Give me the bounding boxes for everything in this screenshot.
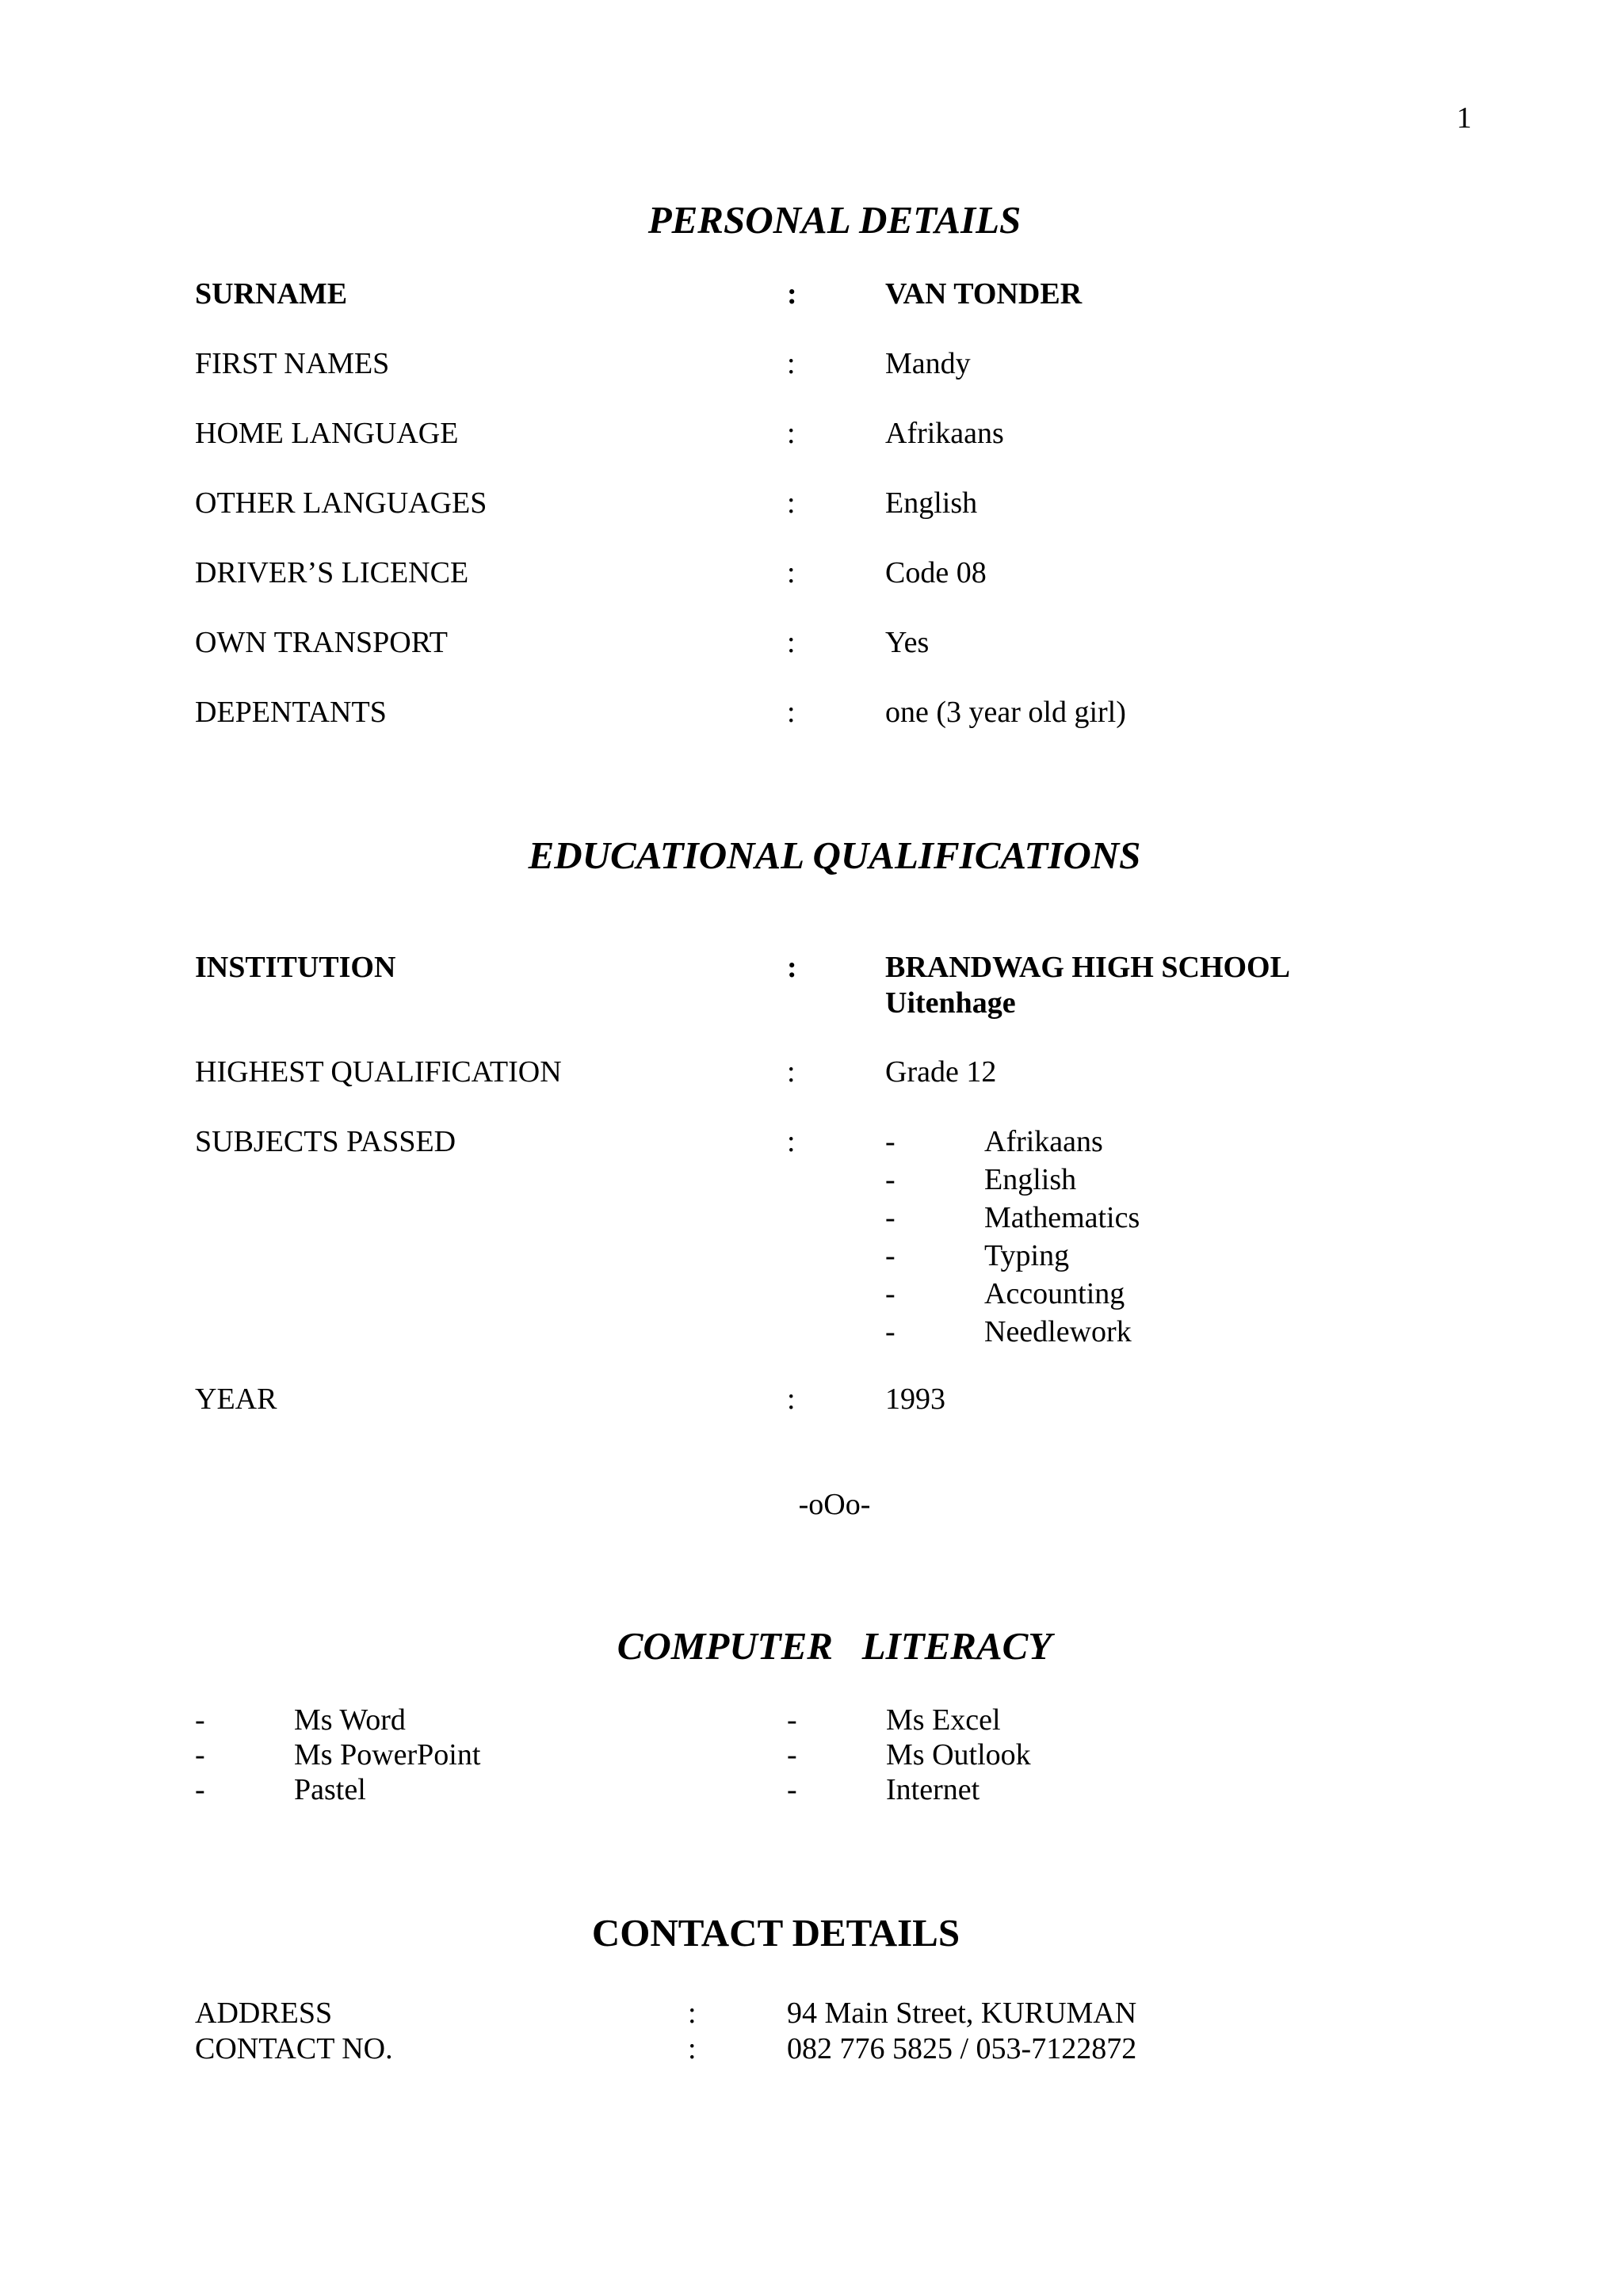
personal-row-own-transport <box>0 626 1623 664</box>
row-colon: : <box>787 417 796 450</box>
row-label: DRIVER’S LICENCE <box>195 556 469 589</box>
subject-name: Mathematics <box>984 1201 1140 1234</box>
contact-row-phone <box>0 2032 1623 2070</box>
education-row-subjects <box>0 1125 1623 1163</box>
personal-row-home-language <box>0 417 1623 455</box>
dash: - <box>195 1773 205 1806</box>
personal-details-heading: PERSONAL DETAILS <box>647 198 1022 242</box>
row-value: Mandy <box>885 347 971 380</box>
row-label: FIRST NAMES <box>195 347 390 380</box>
software-name: Internet <box>886 1773 980 1806</box>
software-name: Pastel <box>294 1773 366 1806</box>
dash: - <box>787 1703 797 1737</box>
row-value: BRANDWAG HIGH SCHOOL <box>885 951 1290 984</box>
row-label: CONTACT NO. <box>195 2032 393 2065</box>
software-name: Ms Outlook <box>886 1738 1031 1772</box>
row-colon: : <box>787 696 796 729</box>
row-label: ADDRESS <box>195 1997 333 2030</box>
dash: - <box>885 1201 896 1234</box>
personal-row-drivers-licence <box>0 556 1623 594</box>
software-name: Ms Word <box>294 1703 406 1737</box>
row-value: 94 Main Street, KURUMAN <box>787 1997 1137 2030</box>
row-colon: : <box>688 2032 697 2065</box>
dash: - <box>787 1773 797 1806</box>
row-value: VAN TONDER <box>885 277 1083 311</box>
row-colon: : <box>688 1997 697 2030</box>
row-colon: : <box>787 556 796 589</box>
software-name: Ms PowerPoint <box>294 1738 481 1772</box>
personal-row-surname <box>0 277 1623 315</box>
dash: - <box>885 1239 896 1272</box>
dash: - <box>885 1125 896 1158</box>
education-heading: EDUCATIONAL QUALIFICATIONS <box>528 833 1141 877</box>
education-row-institution-town <box>0 986 1623 1024</box>
row-label: OWN TRANSPORT <box>195 626 448 659</box>
row-colon: : <box>787 1055 796 1089</box>
dash: - <box>885 1277 896 1310</box>
row-label: SURNAME <box>195 277 348 311</box>
row-label: SUBJECTS PASSED <box>195 1125 456 1158</box>
row-value: English <box>885 486 978 520</box>
software-name: Ms Excel <box>886 1703 1001 1737</box>
row-value: 1993 <box>885 1383 945 1416</box>
education-row-institution <box>0 951 1623 989</box>
page-number: 1 <box>1457 101 1472 135</box>
subject-name: Accounting <box>984 1277 1125 1310</box>
education-row-qualification <box>0 1055 1623 1093</box>
row-colon: : <box>787 1383 796 1416</box>
education-row-year <box>0 1383 1623 1421</box>
row-value: 082 776 5825 / 053-7122872 <box>787 2032 1137 2065</box>
row-colon: : <box>787 347 796 380</box>
section-separator: -oOo- <box>798 1488 871 1521</box>
row-value: Afrikaans <box>885 417 1004 450</box>
computer-literacy-heading: COMPUTER LITERACY <box>617 1624 1052 1668</box>
row-colon: : <box>787 1125 796 1158</box>
personal-row-dependants <box>0 696 1623 734</box>
row-value: Uitenhage <box>885 986 1016 1020</box>
row-value: Yes <box>885 626 930 659</box>
contact-details-heading: CONTACT DETAILS <box>591 1911 960 1955</box>
row-label: HIGHEST QUALIFICATION <box>195 1055 562 1089</box>
row-colon: : <box>787 277 797 311</box>
contact-row-address <box>0 1997 1623 2035</box>
row-value: Code 08 <box>885 556 987 589</box>
dash: - <box>195 1703 205 1737</box>
row-value: one (3 year old girl) <box>885 696 1126 729</box>
subject-name: Afrikaans <box>984 1125 1103 1158</box>
row-value: Grade 12 <box>885 1055 997 1089</box>
row-colon: : <box>787 486 796 520</box>
subject-name: English <box>984 1163 1077 1196</box>
dash: - <box>787 1738 797 1772</box>
row-colon: : <box>787 951 797 984</box>
subject-name: Typing <box>984 1239 1070 1272</box>
personal-row-first-names <box>0 347 1623 385</box>
row-label: HOME LANGUAGE <box>195 417 459 450</box>
row-label: OTHER LANGUAGES <box>195 486 487 520</box>
personal-row-other-languages <box>0 486 1623 524</box>
row-label: INSTITUTION <box>195 951 396 984</box>
row-colon: : <box>787 626 796 659</box>
subject-name: Needlework <box>984 1315 1132 1348</box>
dash: - <box>885 1315 896 1348</box>
dash: - <box>195 1738 205 1772</box>
row-label: YEAR <box>195 1383 277 1416</box>
row-label: DEPENTANTS <box>195 696 387 729</box>
dash: - <box>885 1163 896 1196</box>
